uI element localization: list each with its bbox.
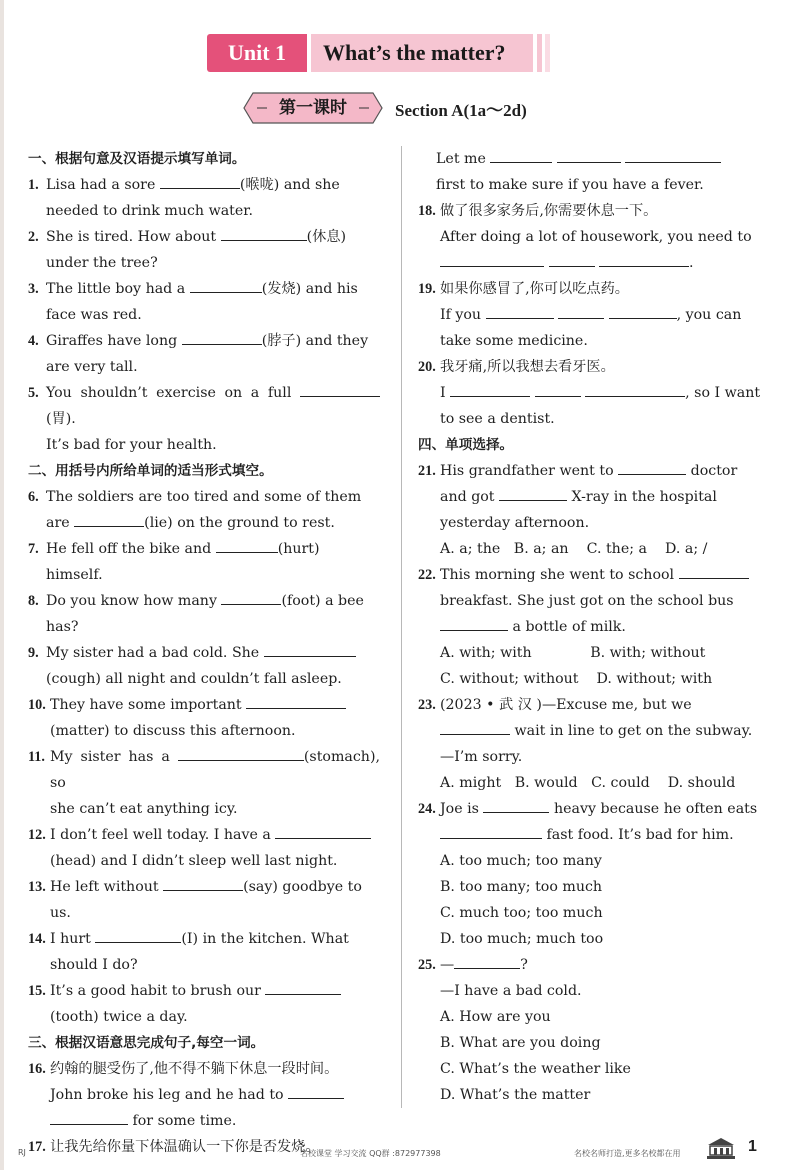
answer-blank[interactable] [585, 381, 685, 397]
question-text: (lie) on the ground to rest. [144, 515, 335, 531]
question-item [28, 978, 380, 1030]
footer-slogan: 名校名师打造,更多名校都在用 [574, 1149, 681, 1158]
question-line [440, 302, 770, 328]
question-text: (stomach), so [50, 749, 380, 791]
question-line [440, 614, 770, 640]
scan-edge [0, 0, 4, 1170]
question-text: himself. [46, 567, 103, 583]
question-item [418, 354, 770, 432]
question-text: It’s bad for your health. [46, 437, 217, 453]
question-line [440, 224, 770, 250]
question-line [50, 978, 380, 1004]
question-line [440, 276, 770, 302]
question-text: (tooth) twice a day. [50, 1009, 188, 1025]
question-line [440, 380, 770, 406]
question-line [46, 536, 380, 562]
question-text: This morning she went to school [440, 567, 679, 583]
question-item [28, 484, 380, 536]
question-text: 做了很多家务后,你需要休息一下。 [440, 203, 658, 219]
question-line [50, 822, 380, 848]
question-line [46, 666, 380, 692]
footer-group: 名校课堂 学习交流 QQ群 :872977398 [300, 1149, 441, 1158]
question-item [28, 1056, 380, 1134]
question-line [50, 952, 380, 978]
school-logo-icon [706, 1137, 736, 1161]
question-line [440, 484, 770, 510]
banner-stripe [537, 34, 542, 72]
question-text: You shouldn’t exercise on a full [46, 385, 300, 401]
answer-blank[interactable] [440, 251, 544, 267]
question-text: 让我先给你量下体温确认一下你是否发烧。 [50, 1139, 320, 1155]
question-text: for some time. [128, 1113, 237, 1129]
question-text: (喉咙) and she [239, 177, 340, 193]
question-continued [418, 146, 770, 198]
question-text: , so I want [685, 385, 761, 401]
answer-options: D. too much; much too [440, 931, 604, 947]
question-number: 25. [418, 957, 436, 973]
question-text: — [440, 957, 455, 973]
question-number: 10. [28, 697, 46, 713]
question-text: (head) and I didn’t sleep well last night. [50, 853, 338, 869]
question-item [28, 926, 380, 978]
answer-options: A. too much; too many [440, 853, 602, 869]
question-text: are very tall. [46, 359, 138, 375]
section-title: Section A(1a～2d) [395, 101, 527, 120]
question-number: 2. [28, 229, 39, 245]
answer-blank[interactable] [535, 381, 581, 397]
question-line [440, 250, 770, 276]
section-heading: 四、单项选择。 [418, 437, 514, 453]
question-text: wait in line to get on the subway. [510, 723, 753, 739]
answer-options: A. How are you [440, 1009, 551, 1025]
question-item [28, 172, 380, 224]
question-number: 7. [28, 541, 39, 557]
question-text: (I) in the kitchen. What [181, 931, 349, 947]
question-line [440, 666, 770, 692]
question-number: 12. [28, 827, 46, 843]
question-line [440, 926, 770, 952]
answer-blank[interactable] [264, 641, 356, 657]
question-line [50, 900, 380, 926]
question-line [46, 224, 380, 250]
unit-banner [207, 34, 552, 72]
question-text: Giraffes have long [46, 333, 182, 349]
question-line [46, 172, 380, 198]
question-line [46, 562, 380, 588]
answer-blank[interactable] [74, 511, 144, 527]
question-number: 17. [28, 1139, 46, 1155]
question-line [440, 1082, 770, 1108]
question-line [440, 848, 770, 874]
answer-blank[interactable] [609, 303, 677, 319]
question-line [440, 588, 770, 614]
question-number: 13. [28, 879, 46, 895]
question-line [440, 900, 770, 926]
question-line [436, 172, 770, 198]
question-text: yesterday afternoon. [440, 515, 590, 531]
question-number: 8. [28, 593, 39, 609]
question-text: The soldiers are too tired and some of them [46, 489, 362, 505]
section-heading: 一、根据句意及汉语提示填写单词。 [28, 151, 246, 167]
unit-title: What’s the matter? [311, 34, 533, 72]
question-line [50, 796, 380, 822]
question-text: (hurt) [277, 541, 320, 557]
question-number: 16. [28, 1061, 46, 1077]
column-divider [401, 146, 402, 1108]
question-text: After doing a lot of housework, you need to [440, 229, 752, 245]
question-text: His grandfather went to [440, 463, 619, 479]
answer-blank[interactable] [618, 459, 686, 475]
question-item [28, 536, 380, 588]
question-line [440, 1004, 770, 1030]
question-text: (休息) [306, 229, 347, 245]
question-line [440, 536, 770, 562]
question-text: I hurt [50, 931, 96, 947]
question-text: The little boy had a [46, 281, 190, 297]
question-text: Lisa had a sore [46, 177, 160, 193]
question-number: 18. [418, 203, 436, 219]
answer-options: B. What are you doing [440, 1035, 601, 1051]
question-number: 6. [28, 489, 39, 505]
question-line [440, 562, 770, 588]
answer-options: A. might B. would C. could D. should [440, 775, 736, 791]
footer-edition: RJ [18, 1148, 26, 1157]
question-text: should I do? [50, 957, 138, 973]
answer-blank[interactable] [679, 563, 749, 579]
question-line [440, 718, 770, 744]
question-text: are [46, 515, 75, 531]
question-text: face was red. [46, 307, 142, 323]
question-text: X-ray in the hospital [567, 489, 717, 505]
section-heading: 三、根据汉语意思完成句子,每空一词。 [28, 1035, 265, 1051]
question-text: John broke his leg and he had to [50, 1087, 289, 1103]
question-text: Let me [436, 151, 491, 167]
answer-blank[interactable] [440, 719, 510, 735]
answer-blank[interactable] [178, 745, 304, 761]
question-text: They have some important [50, 697, 247, 713]
question-item [28, 224, 380, 276]
question-text: she can’t eat anything icy. [50, 801, 238, 817]
question-line [440, 406, 770, 432]
question-text: 如果你感冒了,你可以吃点药。 [440, 281, 629, 297]
question-line [50, 874, 380, 900]
answer-options: D. What’s the matter [440, 1087, 591, 1103]
question-item [418, 562, 770, 692]
answer-blank[interactable] [450, 381, 530, 397]
question-text: It’s a good habit to brush our [50, 983, 266, 999]
question-number: 14. [28, 931, 46, 947]
question-text: Joe is [440, 801, 484, 817]
answer-blank[interactable] [221, 589, 281, 605]
answer-options: C. much too; too much [440, 905, 603, 921]
question-number: 1. [28, 177, 39, 193]
answer-options: A. a; the B. a; an C. the; a D. a; / [440, 541, 708, 557]
question-line [46, 432, 380, 458]
question-text: us. [50, 905, 71, 921]
question-item [28, 744, 380, 822]
question-line [50, 1082, 380, 1108]
question-item [28, 328, 380, 380]
question-text: (胃). [46, 411, 76, 427]
question-line [50, 1004, 380, 1030]
question-line [440, 510, 770, 536]
question-item [28, 640, 380, 692]
question-line [46, 614, 380, 640]
question-text: (cough) all night and couldn’t fall asleep. [46, 671, 342, 687]
question-line [440, 978, 770, 1004]
question-number: 11. [28, 749, 45, 765]
question-item [28, 822, 380, 874]
question-text: 我牙痛,所以我想去看牙医。 [440, 359, 615, 375]
answer-blank[interactable] [216, 537, 278, 553]
question-item [28, 588, 380, 640]
answer-blank[interactable] [558, 303, 604, 319]
question-line [46, 328, 380, 354]
question-text: needed to drink much water. [46, 203, 254, 219]
question-item [418, 692, 770, 796]
question-number: 22. [418, 567, 436, 583]
banner-stripe [545, 34, 550, 72]
question-number: 9. [28, 645, 39, 661]
question-text: . [689, 255, 694, 271]
question-text: heavy because he often eats [549, 801, 758, 817]
answer-blank[interactable] [599, 251, 689, 267]
question-line [50, 744, 380, 796]
question-text: fast food. It’s bad for him. [542, 827, 734, 843]
question-text: Do you know how many [46, 593, 222, 609]
question-line [46, 302, 380, 328]
question-line [50, 848, 380, 874]
answer-blank[interactable] [163, 875, 243, 891]
question-item [418, 796, 770, 952]
question-line [440, 796, 770, 822]
answer-blank[interactable] [440, 615, 508, 631]
question-text: I [440, 385, 451, 401]
question-line [440, 770, 770, 796]
answer-blank[interactable] [265, 979, 341, 995]
answer-options: C. What’s the weather like [440, 1061, 631, 1077]
answer-blank[interactable] [182, 329, 262, 345]
question-line [440, 458, 770, 484]
question-text: doctor [686, 463, 738, 479]
question-item [28, 874, 380, 926]
question-line [440, 328, 770, 354]
question-text: If you [440, 307, 486, 323]
question-text: , you can [676, 307, 742, 323]
question-number: 15. [28, 983, 46, 999]
question-text: She is tired. How about [46, 229, 221, 245]
answer-blank[interactable] [549, 251, 595, 267]
right-column [418, 146, 770, 1108]
question-number: 20. [418, 359, 436, 375]
question-text: My sister has a [50, 749, 178, 765]
lesson-tag-text: 第一课时 [279, 98, 347, 118]
question-text: has? [46, 619, 79, 635]
question-line [440, 744, 770, 770]
answer-blank[interactable] [454, 953, 520, 969]
question-number: 21. [418, 463, 436, 479]
answer-blank[interactable] [483, 797, 549, 813]
question-text: My sister had a bad cold. She [46, 645, 264, 661]
question-text: (脖子) and they [261, 333, 369, 349]
question-line [50, 926, 380, 952]
question-text: first to make sure if you have a fever. [436, 177, 704, 193]
question-item [418, 276, 770, 354]
question-item [418, 198, 770, 276]
answer-options: A. with; with B. with; without [440, 645, 706, 661]
answer-blank[interactable] [300, 381, 380, 397]
answer-blank[interactable] [95, 927, 181, 943]
question-text: (发烧) and his [261, 281, 358, 297]
question-line [46, 588, 380, 614]
question-text: breakfast. She just got on the school bus [440, 593, 734, 609]
answer-blank[interactable] [557, 147, 621, 163]
question-text: (foot) a bee [281, 593, 364, 609]
question-item [418, 458, 770, 562]
answer-blank[interactable] [486, 303, 554, 319]
question-line [46, 354, 380, 380]
question-line [46, 198, 380, 224]
question-line [46, 484, 380, 510]
page-number: 1 [748, 1138, 757, 1155]
question-line [440, 874, 770, 900]
question-text: take some medicine. [440, 333, 588, 349]
lesson-tag [243, 92, 383, 124]
question-line [50, 1108, 380, 1134]
answer-options: C. without; without D. without; with [440, 671, 713, 687]
answer-blank[interactable] [160, 173, 240, 189]
answer-blank[interactable] [275, 823, 371, 839]
answer-options: B. too many; too much [440, 879, 603, 895]
question-text: (2023 • 武 汉 )—Excuse me, but we [440, 697, 692, 713]
question-line [436, 146, 770, 172]
question-line [46, 380, 380, 432]
question-number: 24. [418, 801, 436, 817]
question-item [28, 692, 380, 744]
question-line [440, 1056, 770, 1082]
question-item [28, 276, 380, 328]
question-line [46, 510, 380, 536]
answer-blank[interactable] [440, 823, 542, 839]
question-item [418, 952, 770, 1108]
left-column [28, 146, 380, 1160]
answer-blank[interactable] [221, 225, 307, 241]
answer-blank[interactable] [288, 1083, 344, 1099]
question-text: —I’m sorry. [440, 749, 523, 765]
question-line [46, 276, 380, 302]
question-text: (matter) to discuss this afternoon. [50, 723, 296, 739]
question-text: He left without [50, 879, 164, 895]
question-line [46, 250, 380, 276]
section-heading: 二、用括号内所给单词的适当形式填空。 [28, 463, 273, 479]
question-line [50, 718, 380, 744]
question-text: to see a dentist. [440, 411, 555, 427]
question-item [28, 380, 380, 458]
question-number: 4. [28, 333, 39, 349]
question-number: 19. [418, 281, 436, 297]
question-line [440, 822, 770, 848]
answer-blank[interactable] [190, 277, 262, 293]
question-line [440, 692, 770, 718]
question-number: 3. [28, 281, 39, 297]
question-line [50, 692, 380, 718]
unit-label: Unit 1 [207, 34, 307, 72]
question-line [46, 640, 380, 666]
question-text: 约翰的腿受伤了,他不得不躺下休息一段时间。 [50, 1061, 339, 1077]
question-text: ? [520, 957, 528, 973]
question-text: a bottle of milk. [508, 619, 626, 635]
question-text: and got [440, 489, 500, 505]
question-line [440, 354, 770, 380]
question-text: I don’t feel well today. I have a [50, 827, 276, 843]
answer-blank[interactable] [625, 147, 721, 163]
question-line [440, 198, 770, 224]
question-line [440, 640, 770, 666]
answer-blank[interactable] [490, 147, 552, 163]
answer-blank[interactable] [246, 693, 346, 709]
question-line [440, 1030, 770, 1056]
question-text: He fell off the bike and [46, 541, 216, 557]
answer-blank[interactable] [499, 485, 567, 501]
answer-blank[interactable] [50, 1109, 128, 1125]
question-text: under the tree? [46, 255, 158, 271]
question-number: 23. [418, 697, 436, 713]
question-number: 5. [28, 385, 39, 401]
question-text: (say) goodbye to [243, 879, 362, 895]
question-line [50, 1056, 380, 1082]
question-text: —I have a bad cold. [440, 983, 582, 999]
question-line [440, 952, 770, 978]
